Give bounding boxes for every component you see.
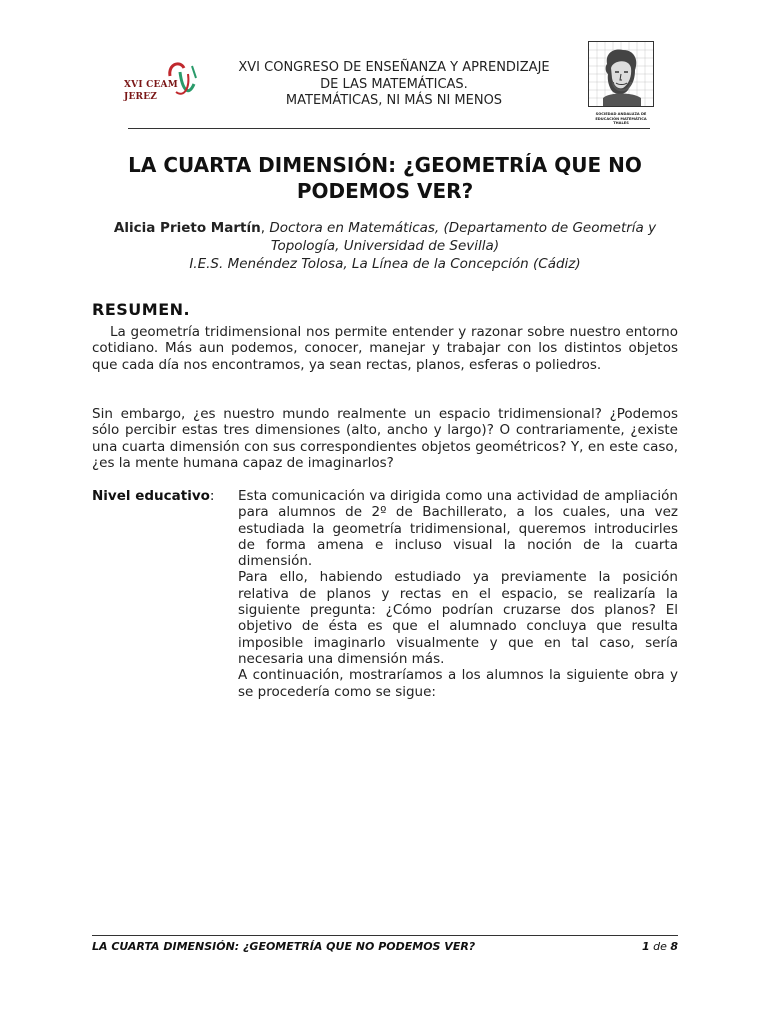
author-affiliation-2: Topología, Universidad de Sevilla) bbox=[270, 238, 500, 254]
thales-logo bbox=[588, 41, 654, 127]
nivel-paragraph-2: Para ello, habiendo estudiado ya previamente la posición relativa de planos y rectas en el espacio, se realizaría la siguiente pregunta: ¿Cómo podrían cruzarse dos planos? El objetivo de ésta es que el alumnado concluya que resulta imposible imaginarlo visualmente y que en tal caso, sería necesaria una dimensión más. bbox=[238, 569, 678, 667]
congress-logo-line1: XVI CEAM bbox=[124, 80, 178, 90]
nivel-paragraph-1: Esta comunicación va dirigida como una actividad de ampliación para alumnos de 2º de Bachillerato, a los cuales, una vez estudiada la geometría tridimensional, queremos introducirles de forma amena e incluso visual la noción de la cuarta dimensión. bbox=[238, 488, 678, 570]
title-line-2: PODEMOS VER? bbox=[296, 179, 474, 203]
thales-caption-line-2: EDUCACIÓN MATEMÁTICA bbox=[595, 116, 647, 121]
header-line-2: DE LAS MATEMÁTICAS. bbox=[320, 76, 468, 92]
thales-logo-frame bbox=[588, 41, 654, 107]
author-affiliation-1: Doctora en Matemáticas, (Departamento de Geometría y bbox=[269, 220, 657, 236]
resumen-paragraph-1: La geometría tridimensional nos permite entender y razonar sobre nuestro entorno cotidiano. Más aun podemos, conocer, manejar y trabajar con los distintos objetos que cada día nos encontramos, ya sean rectas, planos, esferas o poliedros. bbox=[92, 324, 678, 373]
author-affiliation-3: I.E.S. Menéndez Tolosa, La Línea de la Concepción (Cádiz) bbox=[189, 256, 581, 272]
author-line-1 bbox=[92, 219, 678, 237]
author-block bbox=[92, 219, 678, 273]
nivel-educativo-body bbox=[238, 488, 678, 700]
footer-divider bbox=[92, 935, 678, 936]
resumen-heading: RESUMEN. bbox=[92, 300, 191, 319]
page-current: 1 bbox=[641, 940, 650, 953]
footer-running-title: LA CUARTA DIMENSIÓN: ¿GEOMETRÍA QUE NO PODEMOS VER? bbox=[92, 940, 476, 953]
document-title bbox=[92, 152, 678, 204]
page-total: 8 bbox=[670, 940, 678, 953]
nivel-label-text: Nivel educativo bbox=[92, 488, 210, 504]
congress-header-text bbox=[205, 60, 583, 110]
header-line-3: MATEMÁTICAS, NI MÁS NI MENOS bbox=[285, 93, 503, 108]
nivel-label-colon: : bbox=[209, 488, 215, 504]
congress-logo bbox=[118, 58, 200, 108]
congress-logo-line2: JEREZ bbox=[124, 92, 158, 102]
nivel-paragraph-3: A continuación, mostraríamos a los alumnos la siguiente obra y se procedería como se sigue: bbox=[238, 667, 678, 700]
header-divider bbox=[128, 128, 650, 129]
author-separator: , bbox=[260, 220, 270, 236]
thales-portrait-icon bbox=[589, 42, 653, 106]
nivel-educativo-label bbox=[92, 488, 214, 504]
thales-caption-line-1: SOCIEDAD ANDALUZA DE bbox=[595, 112, 647, 116]
page-number bbox=[642, 940, 678, 953]
header-line-1: XVI CONGRESO DE ENSEÑANZA Y APRENDIZAJE bbox=[238, 60, 550, 75]
page-of: de bbox=[653, 940, 667, 953]
thales-caption-line-3: THALES bbox=[613, 121, 629, 125]
resumen-paragraph-2: Sin embargo, ¿es nuestro mundo realmente un espacio tridimensional? ¿Podemos sólo percibir estas tres dimensiones (alto, ancho y largo)? O contrariamente, ¿existe una cuarta dimensión con sus correspondientes objetos geométricos? Y, en este caso, ¿es la mente humana capaz de imaginarlos? bbox=[92, 406, 678, 471]
title-line-1: LA CUARTA DIMENSIÓN: ¿GEOMETRÍA QUE NO bbox=[128, 153, 642, 177]
author-name: Alicia Prieto Martín bbox=[113, 220, 261, 236]
